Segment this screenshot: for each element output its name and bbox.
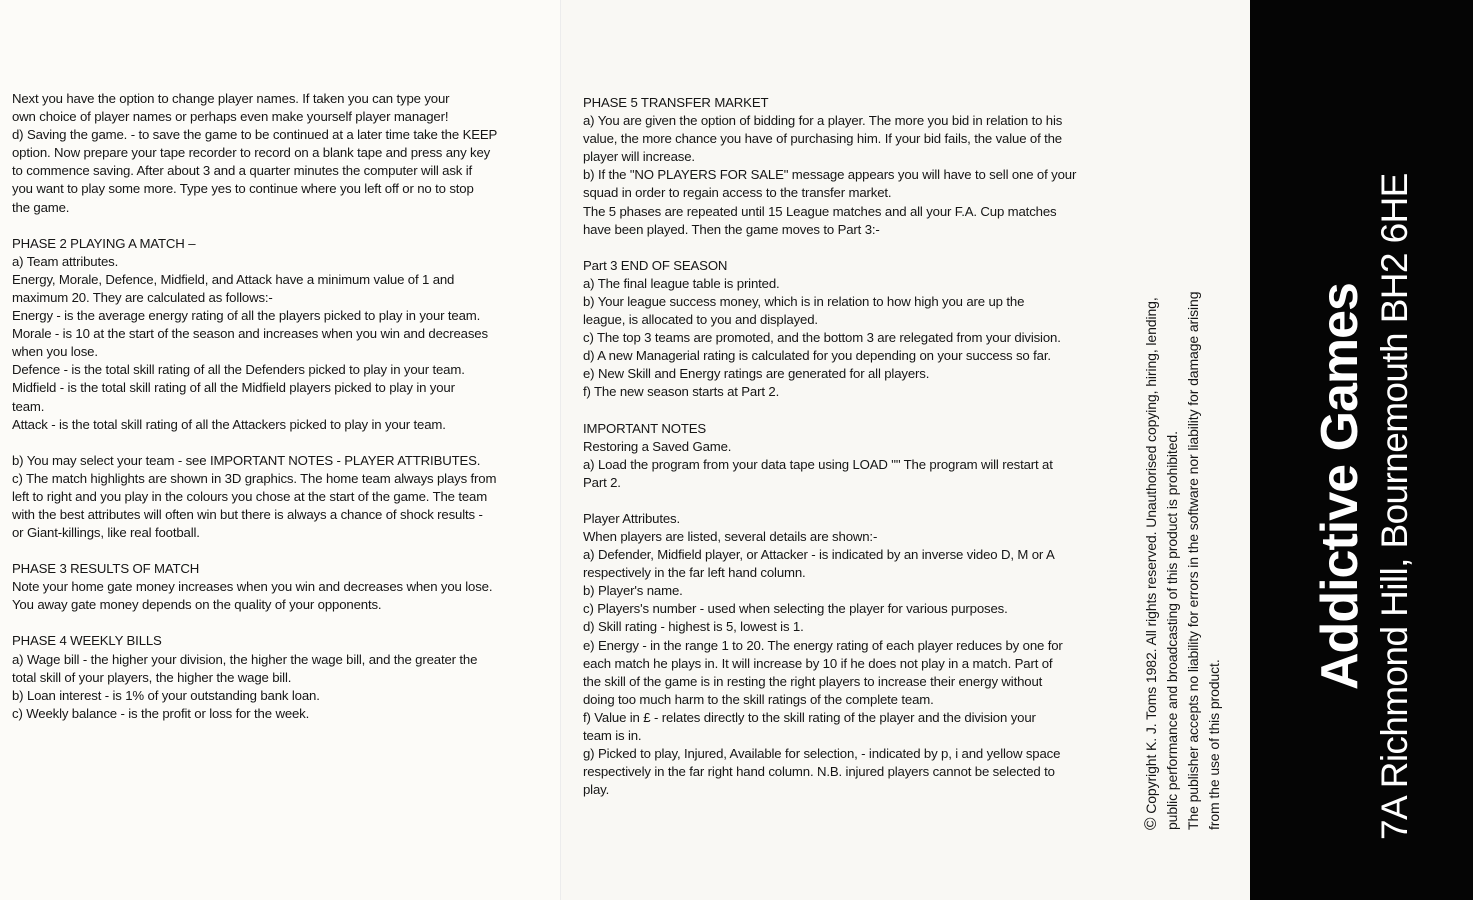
text-line: b) Player's name. — [583, 583, 683, 599]
text-line: c) The match highlights are shown in 3D graphics. The home team always plays from — [12, 470, 497, 486]
text-line: own choice of player names or perhaps even make yourself player manager! — [12, 109, 449, 125]
copyright-symbol: © — [1141, 817, 1160, 830]
text-line: team is in. — [583, 728, 642, 743]
text-line: c) Players's number - used when selecting the player for various purposes. — [583, 601, 1008, 617]
text-line: player will increase. — [583, 149, 695, 165]
text-line: Energy - is the average energy rating of all the players picked to play in your team. — [12, 308, 481, 324]
text-line: total skill of your players, the higher the wage bill. — [12, 669, 292, 685]
text-line: or Giant-killings, like real football. — [12, 525, 200, 541]
text-line: doing too much harm to the skill ratings of the complete team. — [583, 691, 934, 707]
text-line: play. — [583, 782, 610, 798]
text-line: d) Skill rating - highest is 5, lowest is 1. — [583, 619, 804, 635]
text-line: b) If the "NO PLAYERS FOR SALE" message appears you will have to sell one of your — [583, 167, 1077, 183]
text-line: respectively in the far left hand column. — [583, 565, 806, 581]
text-line: g) Picked to play, Injured, Available for selection, - indicated by p, i and yellow space — [583, 746, 1061, 762]
text-line: e) New Skill and Energy ratings are generated for all players. — [583, 366, 930, 382]
instructions-left-column — [0, 0, 560, 900]
text-line: you want to play some more. Type yes to continue where you left off or no to stop — [12, 181, 474, 197]
text-line: c) Weekly balance - is the profit or loss for the week. — [12, 705, 310, 721]
section-heading: Part 2. — [583, 474, 621, 490]
section-heading: PHASE 3 RESULTS OF MATCH — [12, 561, 200, 577]
paragraph-gap — [583, 239, 1103, 257]
section-heading: PHASE 5 TRANSFER MARKET — [583, 95, 769, 110]
copyright-line-3: The publisher accepts no liability for errors in the software nor liability for damage arising — [1185, 291, 1201, 830]
paragraph-gap — [583, 402, 1103, 420]
text-line: maximum 20. They are calculated as follows:- — [12, 289, 273, 305]
text-line: each match he plays in. It will increase by 10 if he does not play in a match. Part of — [583, 655, 1053, 671]
text-line: Midfield - is the total skill rating of all the Midfield players picked to play in your — [12, 380, 455, 396]
text-line: Energy, Morale, Defence, Midfield, and Attack have a minimum value of 1 and — [12, 271, 455, 287]
text-line: Defence - is the total skill rating of all the Defenders picked to play in your team. — [12, 362, 465, 378]
text-line: to commence saving. After about 3 and a quarter minutes the computer will ask if — [12, 163, 473, 179]
text-line: f) The new season starts at Part 2. — [583, 384, 780, 400]
text-line: c) The top 3 teams are promoted, and the bottom 3 are relegated from your division. — [583, 330, 1061, 346]
text-line: The 5 phases are repeated until 15 League matches and all your F.A. Cup matches — [583, 203, 1057, 219]
text-line: Restoring a Saved Game. — [583, 438, 732, 454]
text-line: Player Attributes. — [583, 510, 680, 526]
text-line: f) Value in £ - relates directly to the skill rating of the player and the division your — [583, 709, 1036, 725]
text-line: team. — [12, 398, 45, 414]
text-line: league, is allocated to you and displayed. — [583, 312, 818, 328]
text-line: You away gate money depends on the quality of your opponents. — [12, 597, 382, 613]
section-heading: Part 3 END OF SEASON — [583, 257, 728, 273]
text-line: Next you have the option to change player names. If taken you can type your — [12, 91, 450, 106]
text-line: left to right and you play in the colours you chose at the start of the game. The team — [12, 488, 488, 504]
text-line: d) Saving the game. - to save the game to be continued at a later time take the KEEP — [12, 127, 498, 143]
text-line: a) You are given the option of bidding for a player. The more you bid in relation to his — [583, 113, 1063, 129]
text-line: the game. — [12, 199, 70, 215]
text-line: a) Team attributes. — [12, 253, 119, 269]
paragraph-gap — [12, 542, 528, 560]
text-line: When players are listed, several details are shown:- — [583, 528, 878, 544]
copyright-line-1: © Copyright K. J. Toms 1982. All rights reserved. Unauthorised copying, hiring, lending, — [1141, 297, 1160, 830]
text-line: d) A new Managerial rating is calculated for you depending on your success so far. — [583, 348, 1051, 364]
text-line: Morale - is 10 at the start of the season and increases when you win and decreases — [12, 326, 488, 342]
paragraph-gap — [12, 614, 528, 632]
text-line: with the best attributes will often win but there is always a chance of shock results - — [12, 506, 483, 522]
text-line: a) Load the program from your data tape using LOAD "" The program will restart at — [583, 456, 1053, 472]
copyright-line-2: public performance and broadcasting of this product is prohibited. — [1164, 431, 1180, 830]
publisher-name: Addictive Games — [1311, 283, 1369, 690]
text-line: the skill of the game is in resting the right players to increase their energy without — [583, 673, 1043, 689]
text-line: option. Now prepare your tape recorder to record on a blank tape and press any key — [12, 145, 491, 161]
paragraph-gap — [583, 492, 1103, 510]
left-column-text — [12, 90, 528, 723]
text-line: squad in order to regain access to the transfer market. — [583, 185, 892, 201]
text-line: a) Wage bill - the higher your division, the higher the wage bill, and the greater the — [12, 651, 478, 667]
text-line: e) Energy - in the range 1 to 20. The energy rating of each player reduces by one for — [583, 637, 1063, 653]
text-line: have been played. Then the game moves to Part 3:- — [583, 221, 880, 237]
text-line: when you lose. — [12, 344, 98, 360]
text-line: b) You may select your team - see IMPORTANT NOTES - PLAYER ATTRIBUTES. — [12, 452, 481, 468]
paragraph-gap — [12, 217, 528, 235]
text-line: value, the more chance you have of purchasing him. If your bid fails, the value of the — [583, 131, 1062, 147]
section-heading: PHASE 4 WEEKLY BILLS — [12, 633, 162, 649]
section-heading: IMPORTANT NOTES — [583, 420, 707, 436]
text-line: Attack - is the total skill rating of all the Attackers picked to play in your team. — [12, 416, 446, 432]
section-heading: PHASE 2 PLAYING A MATCH – — [12, 235, 196, 251]
publisher-address: 7A Richmond Hill, Bournemouth BH2 6HE — [1374, 173, 1415, 840]
copyright-line-4: from the use of this product. — [1206, 659, 1222, 830]
text-line: Note your home gate money increases when you win and decreases when you lose. — [12, 579, 493, 595]
text-line: b) Loan interest - is 1% of your outstanding bank loan. — [12, 687, 320, 703]
paragraph-gap — [12, 434, 528, 452]
text-line: a) Defender, Midfield player, or Attacker - is indicated by an inverse video D, M or A — [583, 547, 1055, 563]
copyright-notice — [1140, 292, 1225, 830]
text-line: b) Your league success money, which is in relation to how high you are up the — [583, 293, 1025, 309]
text-line: respectively in the far right hand column. N.B. injured players cannot be selected to — [583, 764, 1055, 780]
middle-column-text — [583, 94, 1103, 799]
text-line: a) The final league table is printed. — [583, 275, 780, 291]
